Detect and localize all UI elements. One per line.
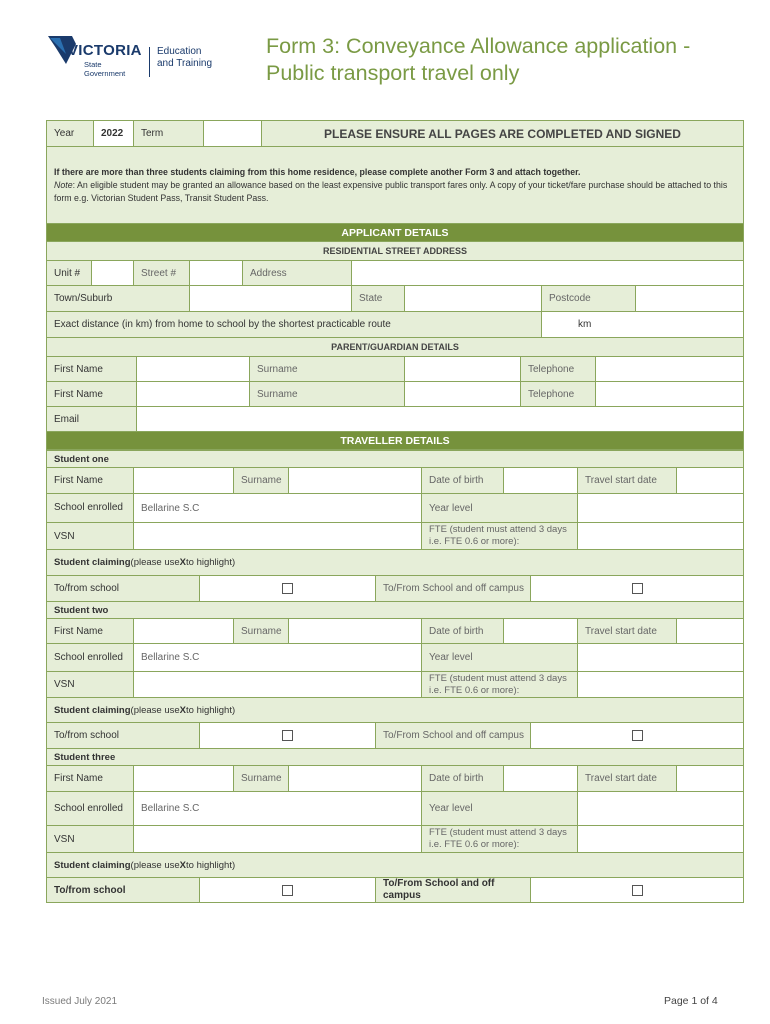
distance-input[interactable] — [541, 311, 744, 338]
s2-claiming-label: Student claiming (please use X to highlight) — [46, 697, 744, 723]
state-input[interactable] — [404, 285, 542, 312]
s2-fte-input[interactable] — [577, 671, 744, 698]
unit-input[interactable] — [91, 260, 134, 286]
s1-year-level-input[interactable] — [577, 493, 744, 523]
s1-off-campus-option[interactable] — [530, 575, 744, 602]
email-input[interactable] — [136, 406, 744, 432]
s1-travel-start-input[interactable] — [676, 467, 744, 494]
page-title: Form 3: Conveyance Allowance application - Public transport travel only — [266, 34, 691, 85]
victoria-government-logo — [46, 34, 226, 84]
street-input[interactable] — [189, 260, 243, 286]
s1-vsn-input[interactable] — [133, 522, 422, 550]
s1-school-label: School enrolled — [46, 493, 134, 523]
logo-sub1: State — [84, 60, 102, 69]
s3-off-campus-checkbox[interactable] — [632, 885, 643, 896]
address-label: Address — [242, 260, 352, 286]
s3-year-level-label: Year level — [421, 791, 578, 826]
s2-off-campus-checkbox[interactable] — [632, 730, 643, 741]
logo-sub2: Government — [84, 69, 126, 78]
parent1-telephone-label: Telephone — [520, 356, 596, 382]
s2-off-campus-option[interactable] — [530, 722, 744, 749]
s3-surname-label: Surname — [233, 765, 289, 792]
s2-vsn-label: VSN — [46, 671, 134, 698]
s1-off-campus-checkbox[interactable] — [632, 583, 643, 594]
year-label: Year — [46, 120, 94, 147]
s1-to-from-school-checkbox[interactable] — [282, 583, 293, 594]
s3-vsn-input[interactable] — [133, 825, 422, 853]
s3-school-label: School enrolled — [46, 791, 134, 826]
s1-school-input[interactable]: Bellarine S.C — [133, 493, 422, 523]
parent1-surname-label: Surname — [249, 356, 405, 382]
applicant-details-heading: APPLICANT DETAILS — [46, 223, 744, 242]
s2-first-name-input[interactable] — [133, 618, 234, 644]
s1-dob-input[interactable] — [503, 467, 578, 494]
parent1-first-name-label: First Name — [46, 356, 137, 382]
s3-surname-input[interactable] — [288, 765, 422, 792]
s2-travel-start-label: Travel start date — [577, 618, 677, 644]
traveller-details-heading: TRAVELLER DETAILS — [46, 431, 744, 450]
s3-fte-label: FTE (student must attend 3 days i.e. FTE 0.6 or more): — [421, 825, 578, 853]
term-field[interactable] — [203, 120, 262, 147]
dept-line1: Education — [157, 46, 202, 57]
s3-travel-start-input[interactable] — [676, 765, 744, 792]
s1-travel-start-label: Travel start date — [577, 467, 677, 494]
parent2-first-name-label: First Name — [46, 381, 137, 407]
km-label: km — [578, 319, 592, 330]
s2-school-input[interactable]: Bellarine S.C — [133, 643, 422, 672]
s3-travel-start-label: Travel start date — [577, 765, 677, 792]
student-one-heading: Student one — [46, 450, 744, 468]
address-input[interactable] — [351, 260, 744, 286]
postcode-input[interactable] — [635, 285, 744, 312]
street-label: Street # — [133, 260, 190, 286]
year-field[interactable]: 2022 — [93, 120, 134, 147]
student-two-heading: Student two — [46, 601, 744, 619]
s1-fte-input[interactable] — [577, 522, 744, 550]
s3-school-input[interactable]: Bellarine S.C — [133, 791, 422, 826]
parent1-surname-input[interactable] — [404, 356, 521, 382]
parent-guardian-heading: PARENT/GUARDIAN DETAILS — [46, 337, 744, 357]
s1-fte-label: FTE (student must attend 3 days i.e. FTE 0.6 or more): — [421, 522, 578, 550]
s3-to-from-school-checkbox[interactable] — [282, 885, 293, 896]
s3-off-campus-option[interactable] — [530, 877, 744, 903]
s2-year-level-label: Year level — [421, 643, 578, 672]
page-number: Page 1 of 4 — [664, 995, 718, 1007]
residential-address-heading: RESIDENTIAL STREET ADDRESS — [46, 241, 744, 261]
s1-surname-input[interactable] — [288, 467, 422, 494]
s2-to-from-school-option[interactable] — [199, 722, 376, 749]
s1-to-from-school-option[interactable] — [199, 575, 376, 602]
distance-label: Exact distance (in km) from home to school by the shortest practicable route — [46, 311, 542, 338]
s2-surname-label: Surname — [233, 618, 289, 644]
student-three-heading: Student three — [46, 748, 744, 766]
s2-vsn-input[interactable] — [133, 671, 422, 698]
s3-first-name-label: First Name — [46, 765, 134, 792]
s3-dob-label: Date of birth — [421, 765, 504, 792]
parent2-surname-label: Surname — [249, 381, 405, 407]
s3-dob-input[interactable] — [503, 765, 578, 792]
s3-to-from-school-option[interactable] — [199, 877, 376, 903]
note-line1: If there are more than three students claiming from this home residence, please complete another Form 3 and attach together. — [54, 167, 581, 177]
town-input[interactable] — [189, 285, 352, 312]
s3-fte-input[interactable] — [577, 825, 744, 853]
logo-divider — [149, 47, 150, 77]
s2-travel-start-input[interactable] — [676, 618, 744, 644]
s2-year-level-input[interactable] — [577, 643, 744, 672]
s2-first-name-label: First Name — [46, 618, 134, 644]
s2-dob-input[interactable] — [503, 618, 578, 644]
s1-first-name-label: First Name — [46, 467, 134, 494]
dept-line2: and Training — [157, 58, 213, 69]
s3-off-campus-label: To/From School and off campus — [375, 877, 531, 903]
s3-claiming-label: Student claiming (please use X to highlight) — [46, 852, 744, 878]
town-label: Town/Suburb — [46, 285, 190, 312]
parent1-telephone-input[interactable] — [595, 356, 744, 382]
s3-vsn-label: VSN — [46, 825, 134, 853]
s1-off-campus-label: To/From School and off campus — [375, 575, 531, 602]
parent2-first-name-input[interactable] — [136, 381, 250, 407]
s2-fte-label: FTE (student must attend 3 days i.e. FTE 0.6 or more): — [421, 671, 578, 698]
notice-banner: PLEASE ENSURE ALL PAGES ARE COMPLETED AND SIGNED — [261, 120, 744, 147]
note-label: Note — [54, 180, 73, 190]
parent2-telephone-label: Telephone — [520, 381, 596, 407]
note-line2: : An eligible student may be granted an allowance based on the least expensive public transport fares only. A copy of your ticket/fare purchase should be attached to this form e.g. Victorian Student Pass, Transit Student Pass. — [54, 180, 728, 203]
s2-school-label: School enrolled — [46, 643, 134, 672]
s2-to-from-school-checkbox[interactable] — [282, 730, 293, 741]
s2-off-campus-label: To/From School and off campus — [375, 722, 531, 749]
unit-label: Unit # — [46, 260, 92, 286]
s1-surname-label: Surname — [233, 467, 289, 494]
s3-year-level-input[interactable] — [577, 791, 744, 826]
s1-first-name-input[interactable] — [133, 467, 234, 494]
s1-year-level-label: Year level — [421, 493, 578, 523]
instructions-note — [46, 146, 744, 224]
parent2-telephone-input[interactable] — [595, 381, 744, 407]
s1-claiming-label: Student claiming (please use X to highlight) — [46, 549, 744, 576]
logo-text: VICTORIA — [68, 42, 142, 59]
state-label: State — [351, 285, 405, 312]
s1-to-from-school-label: To/from school — [46, 575, 200, 602]
s2-to-from-school-label: To/from school — [46, 722, 200, 749]
s3-first-name-input[interactable] — [133, 765, 234, 792]
parent1-first-name-input[interactable] — [136, 356, 250, 382]
postcode-label: Postcode — [541, 285, 636, 312]
s2-dob-label: Date of birth — [421, 618, 504, 644]
issued-date: Issued July 2021 — [42, 996, 118, 1007]
email-label: Email — [46, 406, 137, 432]
parent2-surname-input[interactable] — [404, 381, 521, 407]
s2-surname-input[interactable] — [288, 618, 422, 644]
term-label: Term — [133, 120, 204, 147]
s1-dob-label: Date of birth — [421, 467, 504, 494]
s1-vsn-label: VSN — [46, 522, 134, 550]
s3-to-from-school-label: To/from school — [46, 877, 200, 903]
